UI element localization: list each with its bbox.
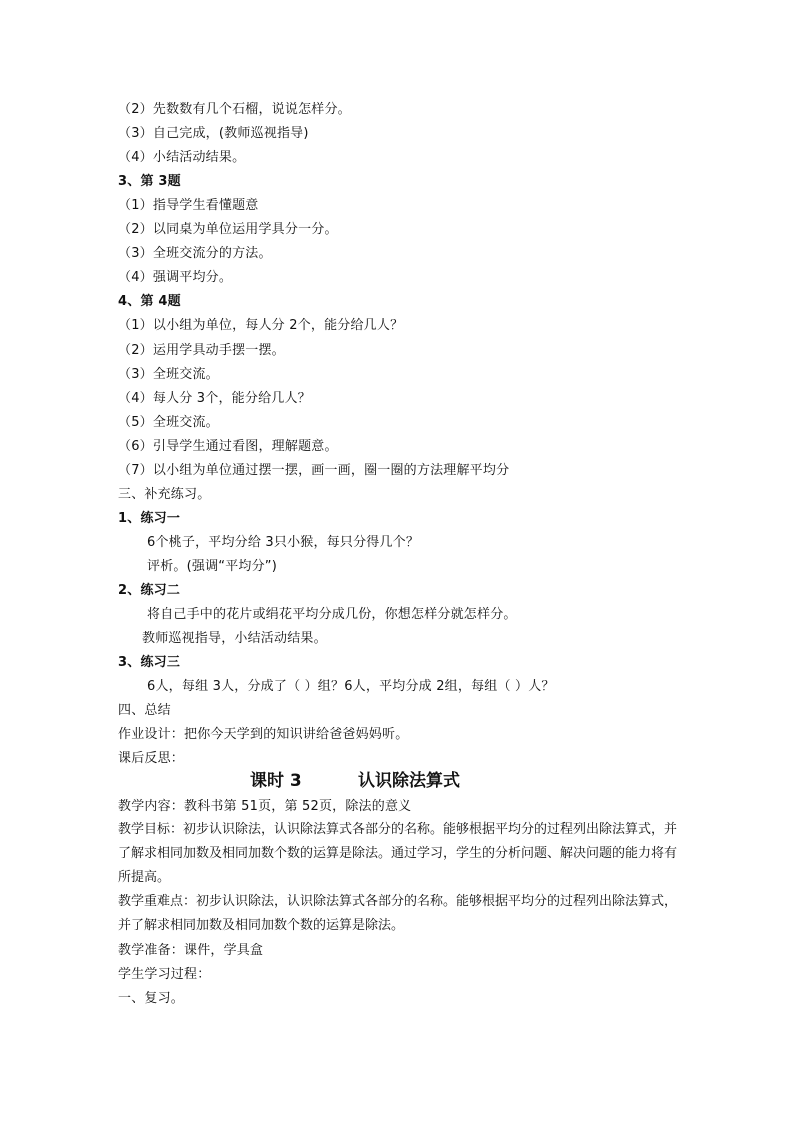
text-line: （6）引导学生通过看图，理解题意。 [118,438,338,454]
text-line: 课后反思： [118,751,185,767]
text-line: （3）全班交流分的方法。 [118,246,272,262]
text-line: 评析。(强调“平均分”) [147,558,278,574]
teaching-preparation: 教学准备：课件，学具盒 [118,943,264,958]
text-line: 1、练习一 [118,510,181,526]
teaching-key-points: 教学重难点：初步认识除法，认识除法算式各部分的名称。能够根据平均分的过程列出除法算式，并了解求相同加数及相同加数个数的运算是除法。 [118,894,678,933]
teaching-content: 教学内容：教科书第 51页，第 52页，除法的意义 [118,799,412,814]
text-line: （1）以小组为单位，每人分 2个，能分给几人？ [118,318,404,334]
review-heading: 一、复习。 [118,991,185,1006]
text-line: 3、练习三 [118,655,181,671]
text-line: （3）全班交流。 [118,366,219,382]
text-line: （4）小结活动结果。 [118,150,246,166]
text-line: （2）先数数有几个石榴，说说怎样分。 [118,102,351,117]
text-line: 6人，每组 3人，分成了（ ）组？6人，平均分成 2组，每组（ ）人？ [147,679,555,695]
text-line: （3）自己完成，(教师巡视指导) [118,126,309,142]
lesson-topic: 认识除法算式 [358,771,460,791]
text-line: （7）以小组为单位通过摆一摆，画一画，圈一圈的方法理解平均分 [118,462,510,478]
text-line: （4）每人分 3个，能分给几人？ [118,390,311,406]
text-line: 6个桃子，平均分给 3只小猴，每只分得几个？ [147,534,420,550]
lesson-number: 课时 3 [250,771,302,791]
text-line: 2、练习二 [118,583,181,598]
text-line: 4、第 4题 [118,294,181,310]
learning-process-label: 学生学习过程： [118,967,211,982]
text-line: （2）以同桌为单位运用学具分一分。 [118,222,338,238]
text-line: （5）全班交流。 [118,414,219,430]
text-line: 将自己手中的花片或绢花平均分成几份，你想怎样分就怎样分。 [147,607,517,623]
text-line: （4）强调平均分。 [118,270,233,286]
text-line: （2）运用学具动手摆一摆。 [118,342,285,358]
text-line: 3、第 3题 [118,174,181,190]
text-line: （1）指导学生看懂题意 [118,198,259,214]
lesson-title [0,768,794,794]
text-line: 教师巡视指导，小结活动结果。 [142,631,327,647]
text-line: 作业设计：把你今天学到的知识讲给爸爸妈妈听。 [118,727,409,743]
text-line: 四、总结 [118,703,171,719]
text-line: 三、补充练习。 [118,486,211,502]
teaching-goal: 教学目标：初步认识除法，认识除法算式各部分的名称。能够根据平均分的过程列出除法算式，并了解求相同加数及相同加数个数的运算是除法。通过学习，学生的分析问题、解决问题的能力将有所提高。 [118,822,678,885]
